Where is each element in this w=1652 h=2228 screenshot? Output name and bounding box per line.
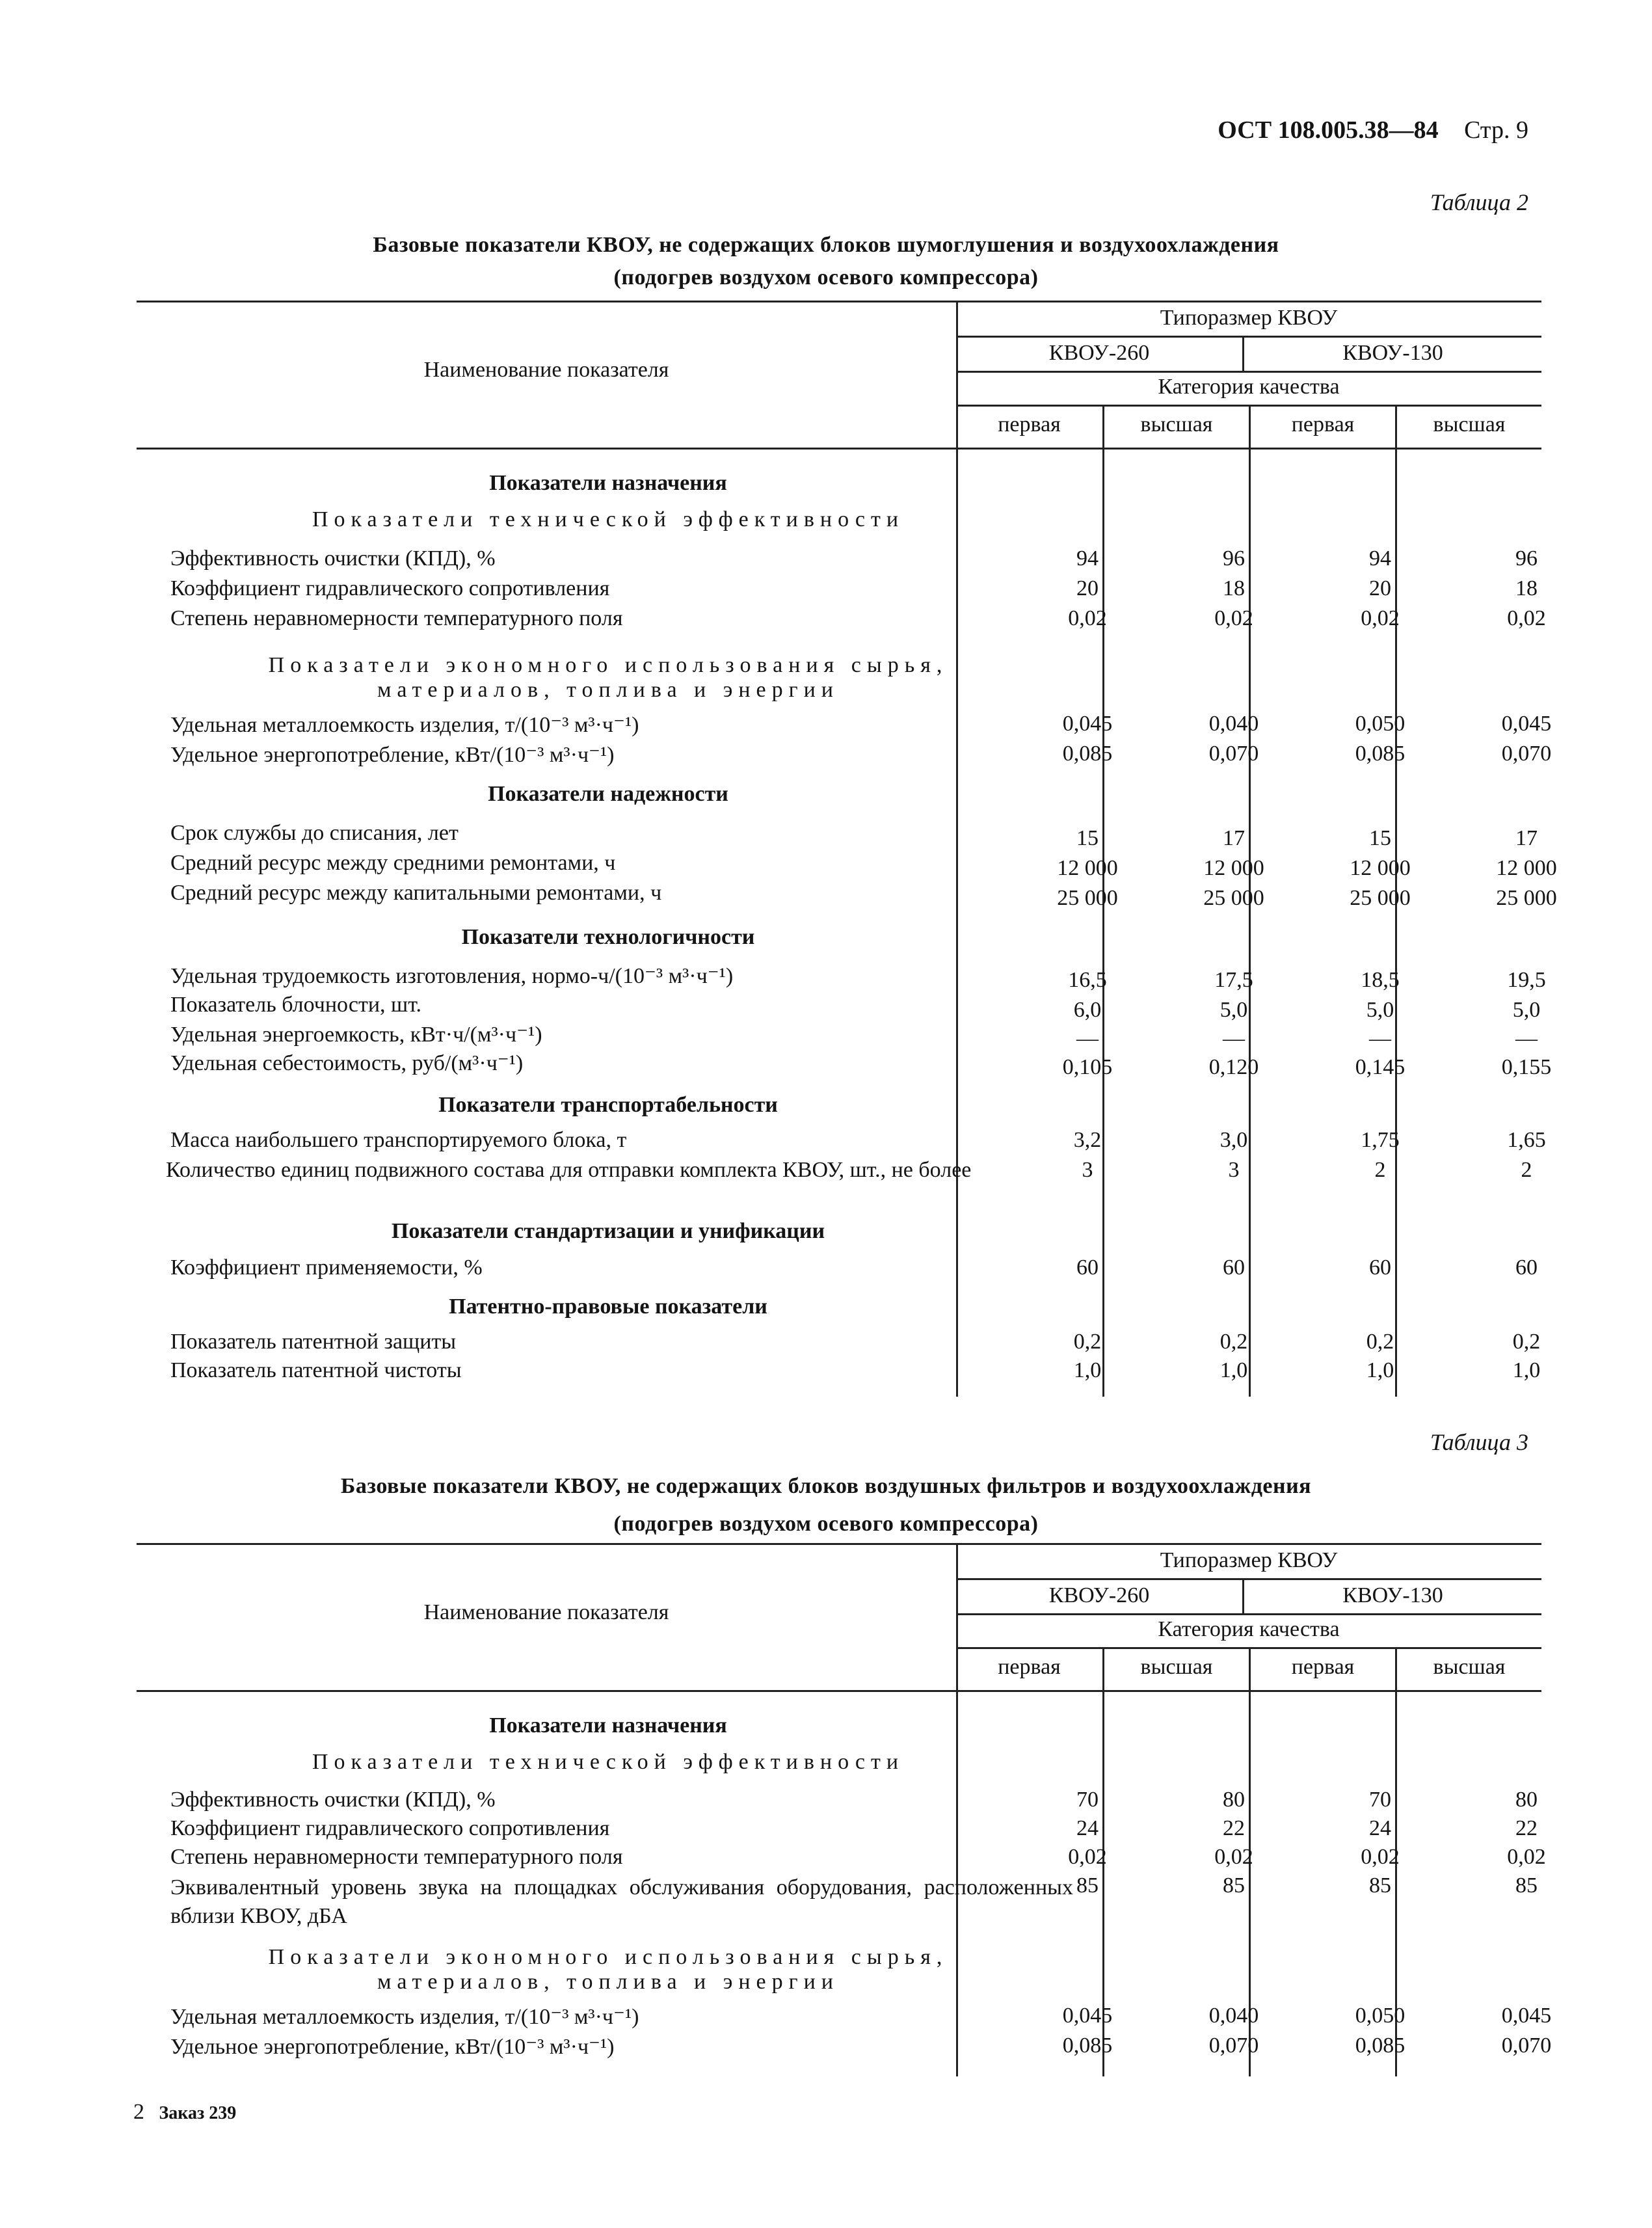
- column-header-model: КВОУ-260: [1048, 1583, 1150, 1607]
- cell: 85: [1369, 1873, 1391, 1898]
- row-label: Коэффициент гидравлического сопротивления: [170, 1816, 610, 1840]
- cell: 0,02: [1068, 606, 1107, 630]
- column-header-name: Наименование показателя: [423, 358, 669, 382]
- column-header-name: Наименование показателя: [423, 1600, 669, 1624]
- column-header-quality: Категория качества: [1158, 1617, 1340, 1641]
- order-number: Заказ 239: [159, 2103, 237, 2123]
- row-label: Показатель патентной чистоты: [170, 1358, 462, 1382]
- cell: 0,120: [1208, 1055, 1259, 1079]
- rule: [956, 371, 1541, 373]
- cell: 20: [1076, 576, 1099, 600]
- cell: 22: [1515, 1816, 1538, 1840]
- cell: 0,2: [1512, 1330, 1541, 1354]
- rule: [137, 1543, 1541, 1545]
- cell: —: [1076, 1027, 1099, 1051]
- quality-first: первая: [1291, 412, 1355, 436]
- cell: 0,050: [1355, 2004, 1406, 2028]
- subsection-heading-line1: Показатели экономного использования сырья,: [268, 1945, 948, 1969]
- column-header-size: Типоразмер КВОУ: [1160, 306, 1338, 330]
- table2-title: [130, 229, 1522, 294]
- section-heading: Показатели надежности: [488, 782, 728, 806]
- cell: 0,070: [1501, 742, 1552, 766]
- row-label: Удельная себестоимость, руб/(м³·ч⁻¹): [170, 1051, 524, 1075]
- row-label: Масса наибольшего транспортируемого блока, т: [170, 1128, 627, 1152]
- rule: [956, 336, 1541, 338]
- cell: —: [1223, 1027, 1245, 1051]
- cell: 1,0: [1219, 1358, 1248, 1382]
- cell: 24: [1076, 1816, 1099, 1840]
- cell: 17: [1223, 826, 1245, 850]
- cell: 0,2: [1219, 1330, 1248, 1354]
- quality-highest: высшая: [1433, 1655, 1506, 1679]
- page-header: [1218, 116, 1528, 144]
- cell: 0,155: [1501, 1055, 1552, 1079]
- sheet-number: 2: [133, 2100, 144, 2124]
- cell: 0,040: [1208, 2004, 1259, 2028]
- cell: 3,0: [1219, 1128, 1248, 1152]
- cell: 25 000: [1057, 886, 1118, 910]
- cell: 15: [1076, 826, 1099, 850]
- row-label: Коэффициент применяемости, %: [170, 1255, 483, 1280]
- cell: 6,0: [1073, 998, 1102, 1022]
- cell: 0,2: [1073, 1330, 1102, 1354]
- cell: 0,085: [1062, 742, 1113, 766]
- row-label: Удельная трудоемкость изготовления, нормо-ч/(10⁻³ м³·ч⁻¹): [170, 964, 734, 988]
- cell: 0,070: [1208, 742, 1259, 766]
- rule: [956, 1613, 1541, 1615]
- cell: 18: [1223, 576, 1245, 600]
- section-heading: Показатели транспортабельности: [438, 1093, 778, 1117]
- subsection-heading: Показатели технической эффективности: [312, 1750, 905, 1774]
- cell: 70: [1369, 1788, 1391, 1812]
- row-label: Количество единиц подвижного состава для отправки комплекта КВОУ, шт., не более: [166, 1158, 972, 1182]
- table2-label: Таблица 2: [1430, 189, 1528, 215]
- cell: 5,0: [1219, 998, 1248, 1022]
- cell: 2: [1521, 1158, 1532, 1182]
- cell: 0,070: [1208, 2033, 1259, 2058]
- rule: [137, 448, 1541, 450]
- cell: 15: [1369, 826, 1391, 850]
- quality-first: первая: [998, 1655, 1061, 1679]
- row-label: Срок службы до списания, лет: [170, 821, 459, 845]
- cell: 17,5: [1214, 968, 1253, 992]
- rule: [137, 301, 1541, 302]
- cell: 5,0: [1512, 998, 1541, 1022]
- cell: 0,045: [1062, 712, 1113, 736]
- row-label: Степень неравномерности температурного поля: [170, 1845, 623, 1869]
- cell: 16,5: [1068, 968, 1107, 992]
- cell: 5,0: [1366, 998, 1394, 1022]
- cell: 12 000: [1350, 856, 1411, 880]
- quality-highest: высшая: [1140, 412, 1213, 436]
- cell: 1,0: [1073, 1358, 1102, 1382]
- table2: [137, 301, 1557, 1397]
- row-label: Эквивалентный уровень звука на площадках обслуживания оборудования, расположенных вблизи КВОУ, дБА: [170, 1875, 1073, 1928]
- cell: 60: [1369, 1255, 1391, 1280]
- row-label: Эффективность очистки (КПД), %: [170, 1788, 496, 1812]
- column-header-model: КВОУ-130: [1342, 341, 1443, 365]
- cell: 1,65: [1507, 1128, 1546, 1152]
- cell: 0,070: [1501, 2033, 1552, 2058]
- row-label: Удельное энергопотребление, кВт/(10⁻³ м³·ч⁻¹): [170, 743, 615, 767]
- table2-title-line2: (подогрев воздухом осевого компрессора): [613, 265, 1039, 289]
- section-heading: Показатели стандартизации и унификации: [391, 1219, 825, 1243]
- subsection-heading: Показатели технической эффективности: [312, 507, 905, 531]
- table3-title-line1: Базовые показатели КВОУ, не содержащих блоков воздушных фильтров и воздухоохлаждения: [340, 1474, 1312, 1498]
- cell: 0,02: [1361, 1845, 1400, 1869]
- cell: 1,75: [1361, 1128, 1400, 1152]
- cell: 12 000: [1496, 856, 1557, 880]
- cell: 0,085: [1062, 2033, 1113, 2058]
- row-label: Степень неравномерности температурного поля: [170, 606, 623, 630]
- cell: 85: [1515, 1873, 1538, 1898]
- cell: 0,045: [1501, 712, 1552, 736]
- column-header-model: КВОУ-260: [1048, 341, 1150, 365]
- cell: 60: [1515, 1255, 1538, 1280]
- cell: 3: [1228, 1158, 1240, 1182]
- row-label: Эффективность очистки (КПД), %: [170, 546, 496, 570]
- cell: 96: [1515, 546, 1538, 570]
- cell: 60: [1223, 1255, 1245, 1280]
- quality-highest: высшая: [1140, 1655, 1213, 1679]
- quality-first: первая: [1291, 1655, 1355, 1679]
- cell: 3: [1082, 1158, 1093, 1182]
- subsection-heading: [137, 1945, 1080, 1994]
- cell: 0,2: [1366, 1330, 1394, 1354]
- cell: 3,2: [1073, 1128, 1102, 1152]
- cell: 0,02: [1507, 1845, 1546, 1869]
- table2-title-line1: Базовые показатели КВОУ, не содержащих блоков шумоглушения и воздухоохлаждения: [373, 233, 1279, 257]
- cell: 0,02: [1214, 606, 1253, 630]
- table3-title-line2: (подогрев воздухом осевого компрессора): [613, 1512, 1039, 1536]
- cell: 0,02: [1068, 1845, 1107, 1869]
- section-heading: Показатели назначения: [489, 1713, 727, 1738]
- row-label: Средний ресурс между капитальными ремонтами, ч: [170, 881, 662, 905]
- table3-title: [130, 1468, 1522, 1543]
- cell: 0,085: [1355, 2033, 1406, 2058]
- row-label: Удельное энергопотребление, кВт/(10⁻³ м³·ч⁻¹): [170, 2035, 615, 2059]
- quality-first: первая: [998, 412, 1061, 436]
- cell: 80: [1223, 1788, 1245, 1812]
- row-label: Удельная металлоемкость изделия, т/(10⁻³ м³·ч⁻¹): [170, 2005, 639, 2029]
- cell: 0,145: [1355, 1055, 1406, 1079]
- cell: 0,040: [1208, 712, 1259, 736]
- subsection-heading-line2: материалов, топлива и энергии: [377, 1970, 839, 1994]
- cell: 2: [1374, 1158, 1386, 1182]
- cell: 19,5: [1507, 968, 1546, 992]
- page-number: Стр. 9: [1464, 116, 1528, 144]
- section-heading: Патентно-правовые показатели: [449, 1295, 767, 1319]
- row-label: Показатель патентной защиты: [170, 1330, 457, 1354]
- cell: 1,0: [1366, 1358, 1394, 1382]
- standard-number: ОСТ 108.005.38—84: [1218, 116, 1439, 144]
- subsection-heading-line2: материалов, топлива и энергии: [377, 678, 839, 702]
- cell: 85: [1223, 1873, 1245, 1898]
- cell: 12 000: [1057, 856, 1118, 880]
- cell: 0,045: [1062, 2004, 1113, 2028]
- cell: 96: [1223, 546, 1245, 570]
- table3-label: Таблица 3: [1430, 1429, 1528, 1455]
- section-heading: Показатели технологичности: [461, 925, 755, 949]
- cell: 18,5: [1361, 968, 1400, 992]
- cell: 94: [1369, 546, 1391, 570]
- cell: 60: [1076, 1255, 1099, 1280]
- cell: 20: [1369, 576, 1391, 600]
- column-header-quality: Категория качества: [1158, 375, 1340, 399]
- cell: 0,02: [1507, 606, 1546, 630]
- cell: —: [1515, 1027, 1538, 1051]
- quality-highest: высшая: [1433, 412, 1506, 436]
- cell: 1,0: [1512, 1358, 1541, 1382]
- cell: 0,02: [1214, 1845, 1253, 1869]
- row-label: Средний ресурс между средними ремонтами, ч: [170, 851, 616, 875]
- section-heading: Показатели назначения: [489, 471, 727, 495]
- cell: 17: [1515, 826, 1538, 850]
- cell: 22: [1223, 1816, 1245, 1840]
- cell: 18: [1515, 576, 1538, 600]
- rule: [137, 1690, 1541, 1692]
- cell: —: [1369, 1027, 1391, 1051]
- column-header-size: Типоразмер КВОУ: [1160, 1548, 1338, 1572]
- row-label: Удельная металлоемкость изделия, т/(10⁻³ м³·ч⁻¹): [170, 713, 639, 737]
- cell: 0,105: [1062, 1055, 1113, 1079]
- subsection-heading-line1: Показатели экономного использования сырья,: [268, 653, 948, 677]
- cell: 0,085: [1355, 742, 1406, 766]
- cell: 80: [1515, 1788, 1538, 1812]
- cell: 24: [1369, 1816, 1391, 1840]
- cell: 0,050: [1355, 712, 1406, 736]
- cell: 0,02: [1361, 606, 1400, 630]
- cell: 25 000: [1350, 886, 1411, 910]
- cell: 85: [1076, 1873, 1099, 1898]
- cell: 94: [1076, 546, 1099, 570]
- row-label: Показатель блочности, шт.: [170, 993, 422, 1017]
- cell: 25 000: [1203, 886, 1264, 910]
- page-footer: [133, 2100, 236, 2125]
- column-header-model: КВОУ-130: [1342, 1583, 1443, 1607]
- row-label: Удельная энергоемкость, кВт·ч/(м³·ч⁻¹): [170, 1023, 542, 1047]
- cell: 0,045: [1501, 2004, 1552, 2028]
- rule: [956, 1578, 1541, 1580]
- row-label: Коэффициент гидравлического сопротивления: [170, 576, 610, 600]
- cell: 12 000: [1203, 856, 1264, 880]
- table3: [137, 1543, 1552, 2076]
- cell: 70: [1076, 1788, 1099, 1812]
- cell: 25 000: [1496, 886, 1557, 910]
- subsection-heading: [137, 653, 1080, 703]
